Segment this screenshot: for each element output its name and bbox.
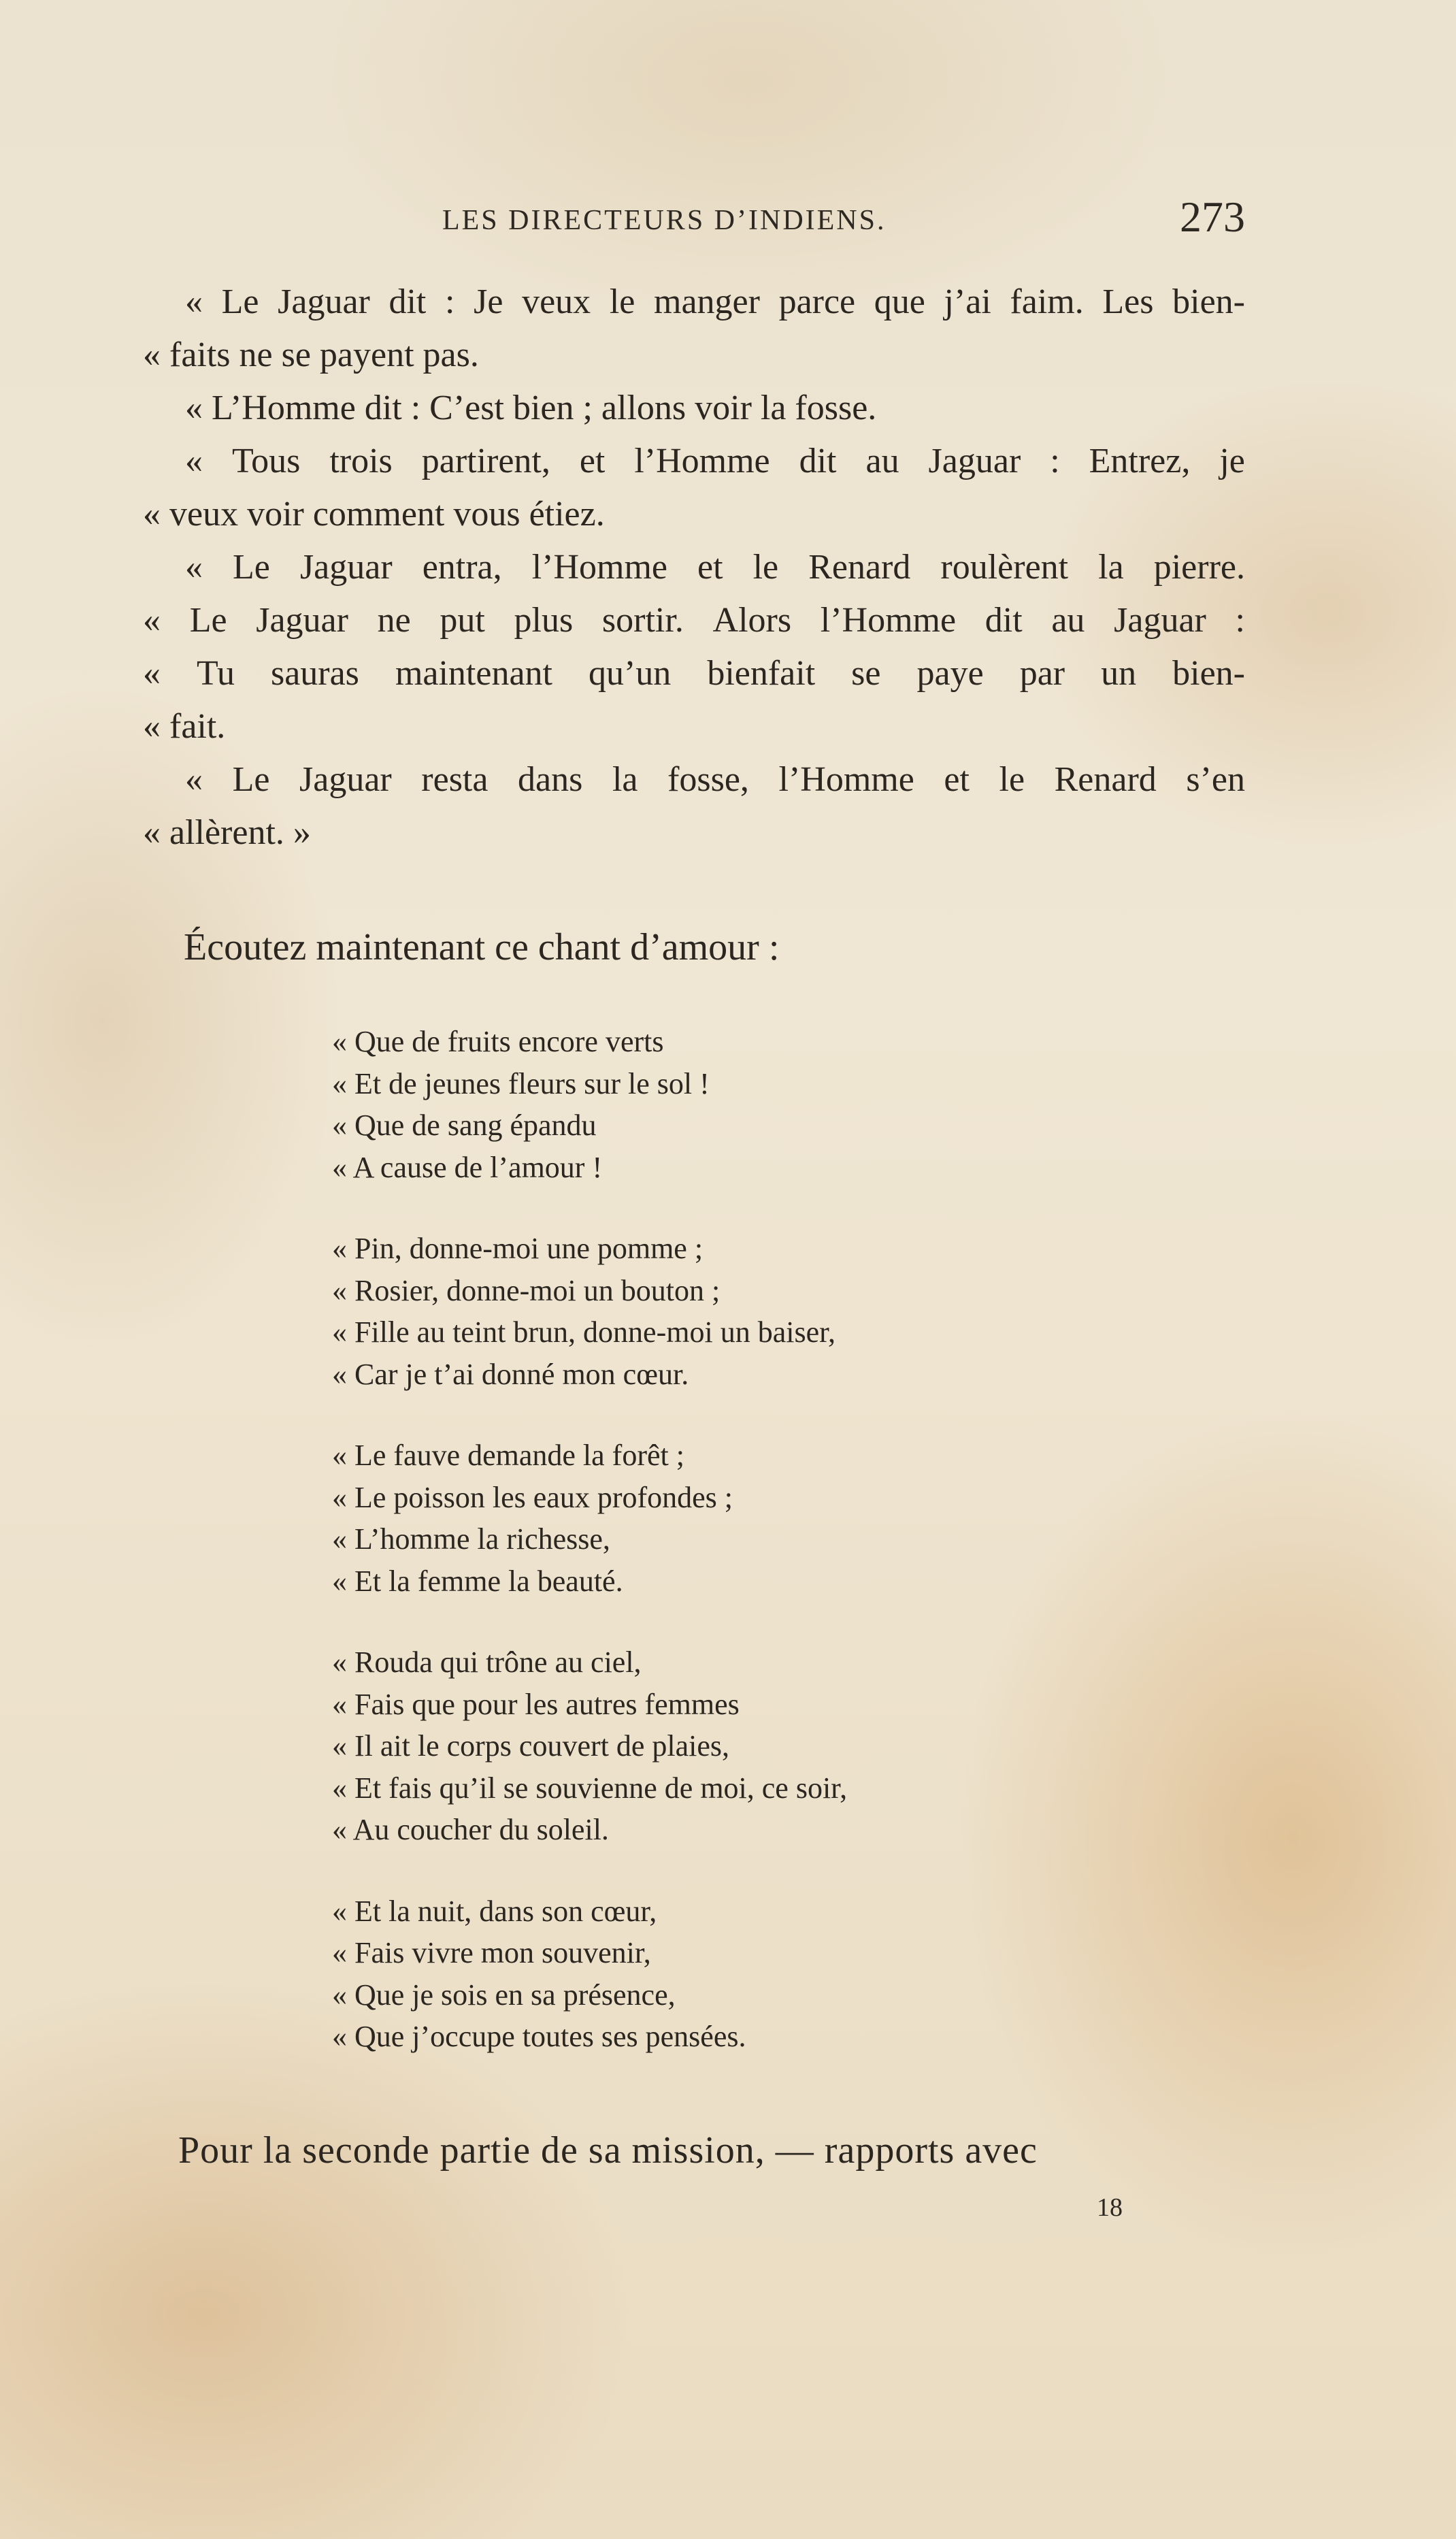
poem-line: « Le fauve demande la forêt ; (332, 1439, 684, 1472)
prose-line: « veux voir comment vous étiez. (143, 495, 605, 534)
poem-line: « A cause de l’amour ! (332, 1150, 603, 1184)
prose-line: « allèrent. » (143, 813, 311, 852)
poem-line: « Fille au teint brun, donne-moi un baiser, (332, 1315, 835, 1349)
poem-stanza (332, 1228, 847, 1395)
poem-line: « Car je t’ai donné mon cœur. (332, 1357, 689, 1391)
poem-intro: Écoutez maintenant ce chant d’amour : (184, 926, 780, 968)
poem-line: « Rouda qui trône au ciel, (332, 1645, 642, 1679)
poem-line: « Que de sang épandu (332, 1109, 597, 1142)
closing-line: Pour la seconde partie de sa mission, — rapports avec (178, 2129, 1038, 2172)
prose-line: « Le Jaguar ne put plus sortir. Alors l’Homme dit au Jaguar : (143, 601, 1245, 640)
poem (332, 1021, 847, 2097)
prose-line: « Le Jaguar dit : Je veux le manger parce que j’ai faim. Les bien- (185, 282, 1245, 321)
poem-line: « Pin, donne-moi une pomme ; (332, 1232, 704, 1265)
poem-line: « Et fais qu’il se souvienne de moi, ce soir, (332, 1771, 848, 1805)
running-title: LES DIRECTEURS D’INDIENS. (442, 205, 887, 236)
prose-line: « L’Homme dit : C’est bien ; allons voir la fosse. (185, 389, 877, 427)
prose-line: « Le Jaguar entra, l’Homme et le Renard roulèrent la pierre. (185, 548, 1245, 587)
poem-line: « Le poisson les eaux profondes ; (332, 1480, 733, 1514)
poem-line: « Rosier, donne-moi un bouton ; (332, 1273, 721, 1307)
poem-line: « Et la nuit, dans son cœur, (332, 1894, 657, 1928)
poem-stanza (332, 1435, 847, 1602)
prose-line: « Le Jaguar resta dans la fosse, l’Homme et le Renard s’en (185, 760, 1245, 799)
poem-line: « L’homme la richesse, (332, 1522, 610, 1556)
poem-line: « Que j’occupe toutes ses pensées. (332, 2020, 746, 2053)
poem-line: « Il ait le corps couvert de plaies, (332, 1729, 730, 1763)
prose-line: « Tu sauras maintenant qu’un bienfait se paye par un bien- (143, 654, 1245, 693)
poem-line: « Que je sois en sa présence, (332, 1978, 676, 2012)
poem-line: « Et la femme la beauté. (332, 1564, 623, 1598)
prose-line: « fait. (143, 707, 226, 746)
page-number: 273 (1180, 193, 1245, 241)
signature-mark: 18 (1097, 2193, 1123, 2222)
poem-line: « Que de fruits encore verts (332, 1025, 664, 1058)
poem-stanza (332, 1890, 847, 2058)
prose-line: « faits ne se payent pas. (143, 335, 479, 374)
poem-line: « Et de jeunes fleurs sur le sol ! (332, 1066, 710, 1100)
poem-line: « Fais vivre mon souvenir, (332, 1936, 651, 1969)
prose-block (143, 276, 1245, 859)
poem-stanza (332, 1641, 847, 1851)
poem-stanza (332, 1021, 847, 1188)
poem-line: « Fais que pour les autres femmes (332, 1687, 740, 1721)
poem-line: « Au coucher du soleil. (332, 1813, 609, 1846)
prose-line: « Tous trois partirent, et l’Homme dit au Jaguar : Entrez, je (185, 442, 1245, 480)
